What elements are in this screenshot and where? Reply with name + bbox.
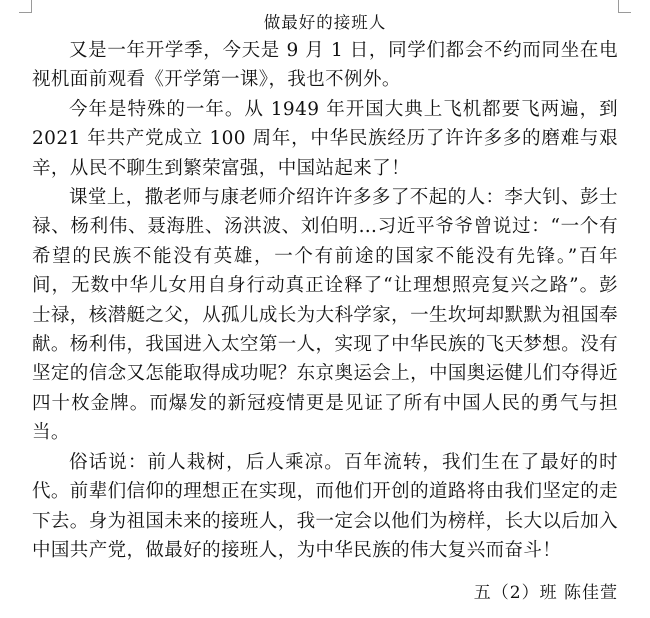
paragraph-2: 今年是特殊的一年。从 1949 年开国大典上飞机都要飞两遍，到 2021 年共产党成立 100 周年，中华民族经历了许许多多的磨难与艰辛，从民不聊生到繁荣富强，中国站起来了！ (32, 98, 618, 179)
author-signature: 五（2）班 陈佳萱 (473, 583, 618, 603)
paragraph-3: 课堂上，撒老师与康老师介绍许许多多了不起的人：李大钊、彭士禄、杨利伟、聂海胜、汤洪波、刘伯明…习近平爷爷曾说过：“一个有希望的民族不能没有英雄，一个有前途的国家不能没有先锋。”百年间，无数中华儿女用自身行动真正诠释了“让理想照亮复兴之路”。彭士禄，核潜艇之父，从孤儿成长为大科学家，一生坎坷却默默为祖国奉献。杨利伟，我国进入太空第一人，实现了中华民族的飞天梦想。没有坚定的信念又怎能取得成功呢？东京奥运会上，中国奥运健儿们夺得近四十枚金牌。而爆发的新冠疫情更是见证了所有中国人民的勇气与担当。 (32, 187, 618, 444)
document-body (32, 10, 618, 565)
crop-mark-top-right (618, 0, 631, 13)
paragraph-1: 又是一年开学季，今天是 9 月 1 日，同学们都会不约而同坐在电视机面前观看《开学第一课》，我也不例外。 (32, 40, 618, 91)
essay-title: 做最好的接班人 (263, 13, 387, 32)
crop-mark-top-left (19, 0, 32, 13)
paragraph-4: 俗话说：前人栽树，后人乘凉。百年流转，我们生在了最好的时代。前辈们信仰的理想正在实现，而他们开创的道路将由我们坚定的走下去。身为祖国未来的接班人，我一定会以他们为榜样，长大以后加入中国共产党，做最好的接班人，为中华民族的伟大复兴而奋斗！ (32, 451, 618, 561)
